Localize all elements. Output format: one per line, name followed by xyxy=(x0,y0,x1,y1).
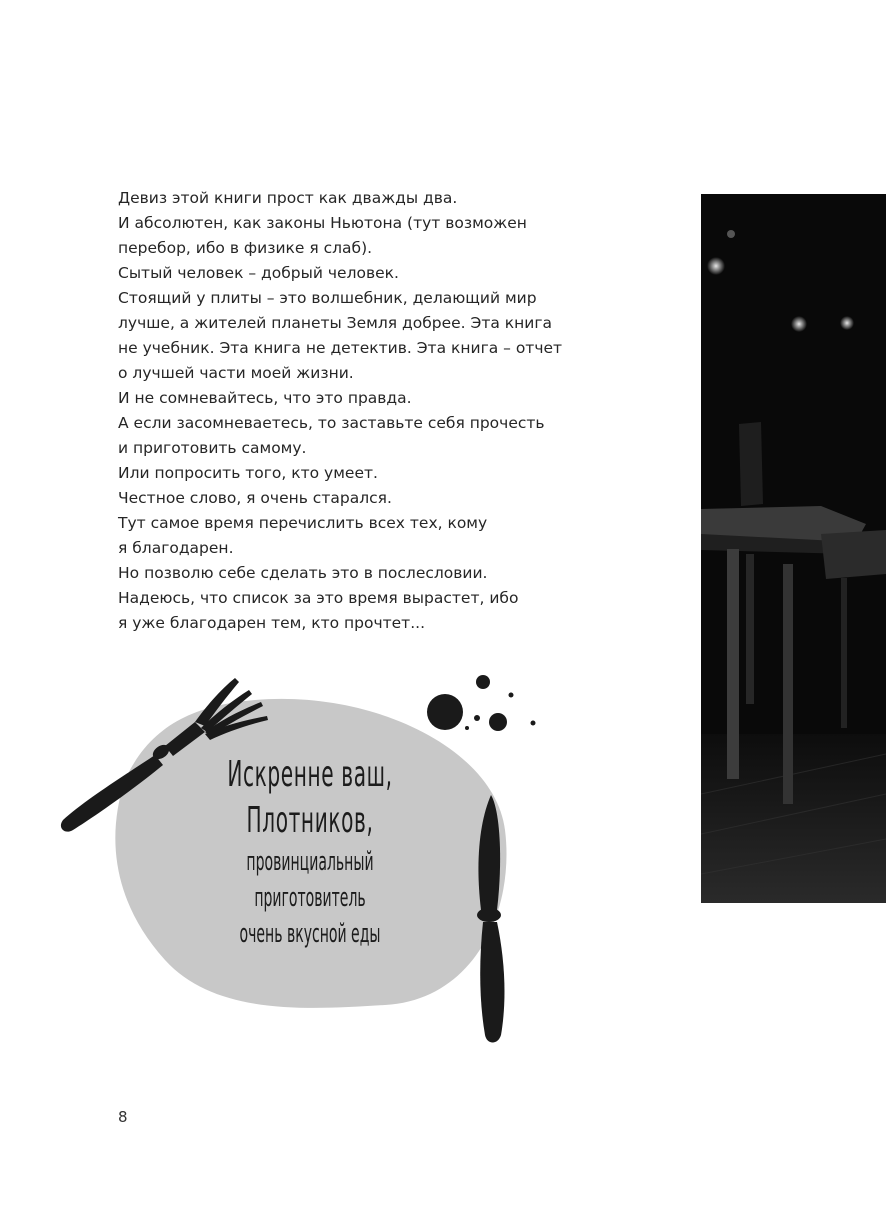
body-line: Девиз этой книги прост как дважды два. xyxy=(118,189,458,207)
body-line: и приготовить самому. xyxy=(118,439,307,457)
body-line: Сытый человек – добрый человек. xyxy=(118,264,399,282)
signature-block xyxy=(150,752,470,952)
body-line: Стоящий у плиты – это волшебник, делающий мир xyxy=(118,289,537,307)
body-line: Тут самое время перечислить всех тех, кому xyxy=(118,514,488,532)
body-line: я уже благодарен тем, кто прочтет... xyxy=(118,614,425,632)
body-line: не учебник. Эта книга не детектив. Эта книга – отчет xyxy=(118,339,563,357)
body-line: Надеюсь, что список за это время вырастет, ибо xyxy=(118,589,519,607)
signature-line-2: Плотников, xyxy=(246,800,374,841)
body-line: И не сомневайтесь, что это правда. xyxy=(118,389,412,407)
restaurant-photo xyxy=(701,194,886,903)
body-line: Или попросить того, кто умеет. xyxy=(118,464,378,482)
body-line: Но позволю себе сделать это в послесловии. xyxy=(118,564,488,582)
signature-line-4: очень вкусной еды xyxy=(239,919,381,949)
body-line: о лучшей части моей жизни. xyxy=(118,364,354,382)
body-line: А если засомневаетесь, то заставьте себя прочесть xyxy=(118,414,545,432)
signature-line-1: Искренне ваш, xyxy=(227,754,393,795)
body-line: я благодарен. xyxy=(118,539,234,557)
page-number: 8 xyxy=(118,1108,128,1126)
signature-line-3: провинциальный приготовитель xyxy=(246,847,374,913)
body-line: лучше, а жителей планеты Земля добрее. Эта книга xyxy=(118,314,553,332)
ink-splatter xyxy=(427,675,536,731)
body-line: перебор, ибо в физике я слаб). xyxy=(118,239,373,257)
body-text xyxy=(118,186,588,636)
body-line: И абсолютен, как законы Ньютона (тут возможен xyxy=(118,214,527,232)
body-line: Честное слово, я очень старался. xyxy=(118,489,392,507)
